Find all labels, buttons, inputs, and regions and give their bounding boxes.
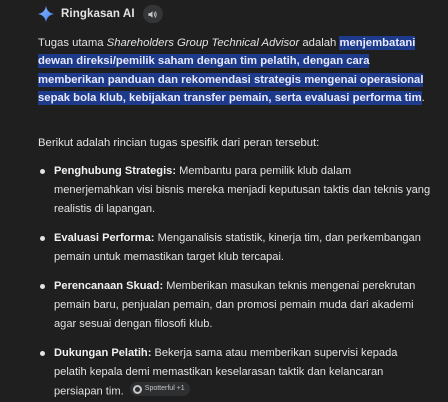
bullet-icon [40,169,45,174]
intro-pre: Tugas utama [38,37,107,49]
intro-mid: adalah [299,37,340,49]
list-item [38,162,432,219]
list-item [38,277,432,334]
intro-end: . [421,91,425,104]
ai-overview-header [37,3,163,25]
source-chip[interactable] [130,382,190,396]
list-item [38,229,432,267]
intro-paragraph [38,34,430,107]
gemini-spark-icon [37,5,55,23]
list-item-title: Evaluasi Performa: [54,232,155,244]
bullet-icon [40,236,45,241]
source-chip-label: Spotterful +1 [144,385,185,392]
list-item-text: Menganalisis statistik, kinerja tim, dan perkembangan pemain untuk memastikan target klub tercapai. [54,232,421,263]
bullet-icon [40,284,45,289]
list-item [38,344,432,402]
list-item-title: Dukungan Pelatih: [54,347,152,359]
speaker-icon [147,9,158,20]
highlighted-answer: menjembatani dewan direksi/pemilik saham dengan tim pelatih, dengan cara memberikan panduan dan rekomendasi strategis mengenai operasional sepak bola klub, kebijakan transfer pemain, serta evaluasi performa tim [38,37,424,104]
source-favicon-icon [133,385,142,394]
list-item-title: Penghubung Strategis: [54,165,177,177]
list-lead-text: Berikut adalah rincian tugas spesifik dari peran tersebut: [38,137,320,149]
list-item-text: Membantu para pemilik klub dalam menerjemahkan visi bisnis mereka menjadi keputusan taktis dan teknis yang realistis di lapangan. [54,165,431,215]
bullet-icon [40,351,45,356]
ai-overview-title: Ringkasan AI [61,8,135,20]
list-item-text: Bekerja sama atau memberikan supervisi kepada pelatih kepala demi memastikan keselarasan taktik dan kelancaran persiapan tim. [54,347,398,398]
task-list [38,162,432,402]
role-name: Shareholders Group Technical Advisor [106,37,300,49]
list-item-text: Memberikan masukan teknis mengenai perekrutan pemain baru, penjualan pemain, dan promosi pemain muda dari akademi agar sesuai dengan filosofi klub. [54,280,416,330]
list-item-title: Perencanaan Skuad: [54,280,164,292]
listen-button[interactable] [143,5,163,23]
